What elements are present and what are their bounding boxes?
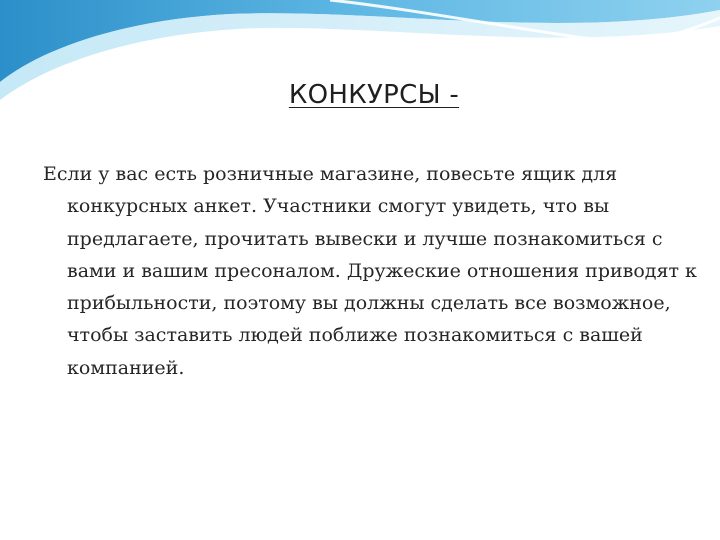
slide-title-text: КОНКУРСЫ - [288, 80, 460, 110]
slide-body-paragraph: Если у вас есть розничные магазине, повесьте ящик для конкурсных анкет. Участники смогут увидеть, что вы предлагаете, прочитать вывески и лучше познакомиться с вами и вашим пресоналом. Дружеские отношения приводят к прибыльности, поэтому вы должны сделать все возможное, чтобы заставить людей поближе познакомиться с вашей компанией. [43, 163, 697, 379]
slide-title [0, 80, 720, 110]
